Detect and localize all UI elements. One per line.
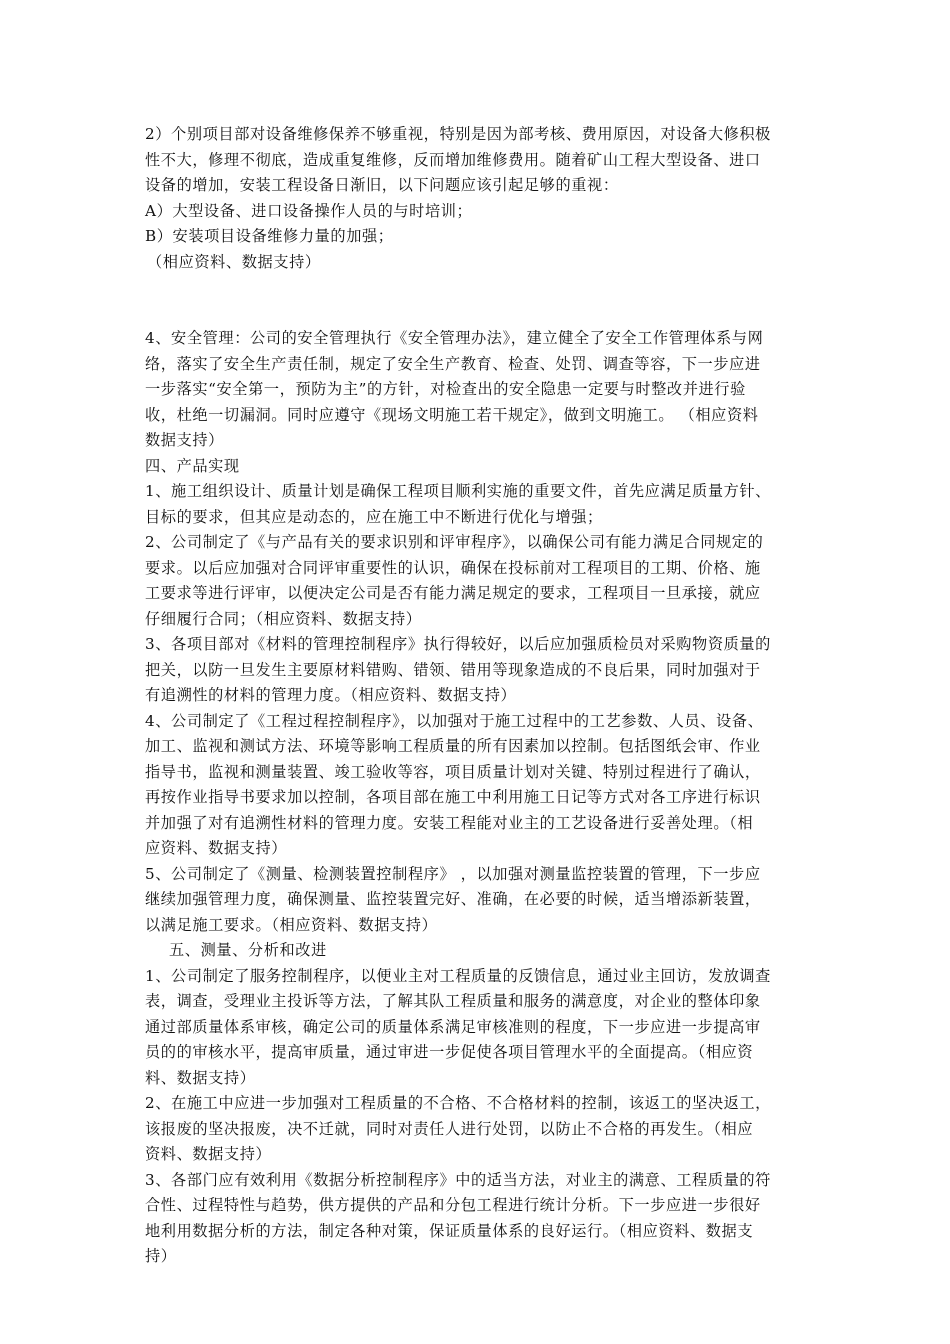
text-line: 4、安全管理：公司的安全管理执行《安全管理办法》，建立健全了安全工作管理体系与网 xyxy=(145,329,764,347)
paragraph-contract-review xyxy=(145,530,810,632)
text-line: 继续加强管理力度，确保测量、监控装置完好、准确，在必要的时候，适当增添新装置， xyxy=(145,890,761,908)
text-line: 2、公司制定了《与产品有关的要求识别和评审程序》，以确保公司有能力满足合同规定的 xyxy=(145,533,764,551)
text-line: 通过部质量体系审核，确定公司的质量体系满足审核准则的程度，下一步应进一步提高审 xyxy=(145,1017,761,1036)
support-note xyxy=(145,250,810,276)
text-line: 性不大，修理不彻底，造成重复维修，反而增加维修费用。随着矿山工程大型设备、进口 xyxy=(145,150,761,169)
text-line: 持） xyxy=(145,1247,177,1265)
text-line: 设备的增加，安装工程设备日渐旧，以下问题应该引起足够的重视： xyxy=(145,176,619,194)
list-item-b xyxy=(145,224,810,250)
paragraph-data-analysis xyxy=(145,1168,810,1270)
text-line: 1、公司制定了服务控制程序，以便业主对工程质量的反馈信息，通过业主回访，发放调查 xyxy=(145,966,771,985)
blank-line xyxy=(145,275,810,301)
text-line: 有追溯性的材料的管理力度。（相应资料、数据支持） xyxy=(145,686,517,704)
text-line: 5、公司制定了《测量、检测装置控制程序》 ，以加强对测量监控装置的管理，下一步应 xyxy=(145,864,761,883)
text-line: 3、各项目部对《材料的管理控制程序》执行得较好，以后应加强质检员对采购物资质量的 xyxy=(145,635,771,653)
text-line: 五、测量、分析和改进 xyxy=(169,941,327,959)
text-line: 以满足施工要求。（相应资料、数据支持） xyxy=(145,915,438,934)
text-line: 该报废的坚决报废，决不迁就，同时对责任人进行处罚，以防止不合格的再发生。（相应 xyxy=(145,1119,754,1138)
section-heading-measurement-analysis xyxy=(145,938,810,964)
document-page xyxy=(145,122,810,1270)
section-heading-product-realization xyxy=(145,454,810,480)
text-line: 指导书，监视和测量装置、竣工验收等容，项目质量计划对关键、特别过程进行了确认， xyxy=(145,762,761,781)
text-line: 3、各部门应有效利用《数据分析控制程序》中的适当方法，对业主的满意、工程质量的符 xyxy=(145,1170,771,1189)
paragraph-construction-design xyxy=(145,479,810,530)
text-line: B）安装项目设备维修力量的加强； xyxy=(145,227,394,245)
text-line: 加工、监视和测试方法、环境等影响工程质量的所有因素加以控制。包括图纸会审、作业 xyxy=(145,737,761,755)
text-line: 再按作业指导书要求加以控制，各项目部在施工中利用施工日记等方式对各工序进行标识 xyxy=(145,788,761,806)
list-item-a xyxy=(145,199,810,225)
text-line: 料、数据支持） xyxy=(145,1068,256,1087)
paragraph-material-control xyxy=(145,632,810,709)
text-line: 目标的要求，但其应是动态的，应在施工中不断进行优化与增强； xyxy=(145,507,603,526)
text-line: 4、公司制定了《工程过程控制程序》，以加强对于施工过程中的工艺参数、人员、设备、 xyxy=(145,711,764,730)
paragraph-equipment-maintenance xyxy=(145,122,810,199)
text-line: 2）个别项目部对设备维修保养不够重视，特别是因为部考核、费用原因，对设备大修积极 xyxy=(145,125,771,143)
paragraph-process-control xyxy=(145,709,810,862)
text-line: 要求。以后应加强对合同评审重要性的认识，确保在投标前对工程项目的工期、价格、施 xyxy=(145,558,761,577)
text-line: 2、在施工中应进一步加强对工程质量的不合格、不合格材料的控制，该返工的坚决返工， xyxy=(145,1094,771,1112)
paragraph-safety-management xyxy=(145,326,810,454)
text-line: 一步落实“安全第一，预防为主”的方针，对检查出的安全隐患一定要与时整改并进行验 xyxy=(145,380,746,398)
text-line: 表，调查，受理业主投诉等方法，了解其队工程质量和服务的满意度，对企业的整体印象 xyxy=(145,992,761,1010)
text-line: 四、产品实现 xyxy=(145,456,240,475)
text-line: 资料、数据支持） xyxy=(145,1145,272,1163)
paragraph-measurement-devices xyxy=(145,862,810,939)
text-line: 合性、过程特性与趋势，供方提供的产品和分包工程进行统计分析。下一步应进一步很好 xyxy=(145,1196,761,1214)
text-line: （相应资料、数据支持） xyxy=(147,252,321,271)
blank-line xyxy=(145,301,810,327)
paragraph-nonconformity-control xyxy=(145,1091,810,1168)
paragraph-service-control xyxy=(145,964,810,1092)
text-line: 地利用数据分析的方法，制定各种对策，保证质量体系的良好运行。（相应资料、数据支 xyxy=(145,1221,754,1240)
text-line: 数据支持） xyxy=(145,431,224,449)
text-line: 员的的审核水平，提高审质量，通过审进一步促使各项目管理水平的全面提高。（相应资 xyxy=(145,1043,754,1061)
text-line: 工要求等进行评审，以便决定公司是否有能力满足规定的要求，工程项目一旦承接，就应 xyxy=(145,584,761,602)
text-line: 并加强了对有追溯性材料的管理力度。安装工程能对业主的工艺设备进行妥善处理。（相 xyxy=(145,813,754,832)
text-line: 应资料、数据支持） xyxy=(145,839,288,857)
text-line: 收，杜绝一切漏洞。同时应遵守《现场文明施工若干规定》，做到文明施工。 （相应资料 xyxy=(145,405,759,424)
text-line: A）大型设备、进口设备操作人员的与时培训； xyxy=(145,201,473,220)
text-line: 仔细履行合同；（相应资料、数据支持） xyxy=(145,609,422,628)
text-line: 络，落实了安全生产责任制，规定了安全生产教育、检查、处罚、调查等容，下一步应进 xyxy=(145,354,761,373)
text-line: 1、施工组织设计、质量计划是确保工程项目顺利实施的重要文件，首先应满足质量方针、 xyxy=(145,482,771,500)
text-line: 把关，以防一旦发生主要原材料错购、错领、错用等现象造成的不良后果，同时加强对于 xyxy=(145,660,761,679)
